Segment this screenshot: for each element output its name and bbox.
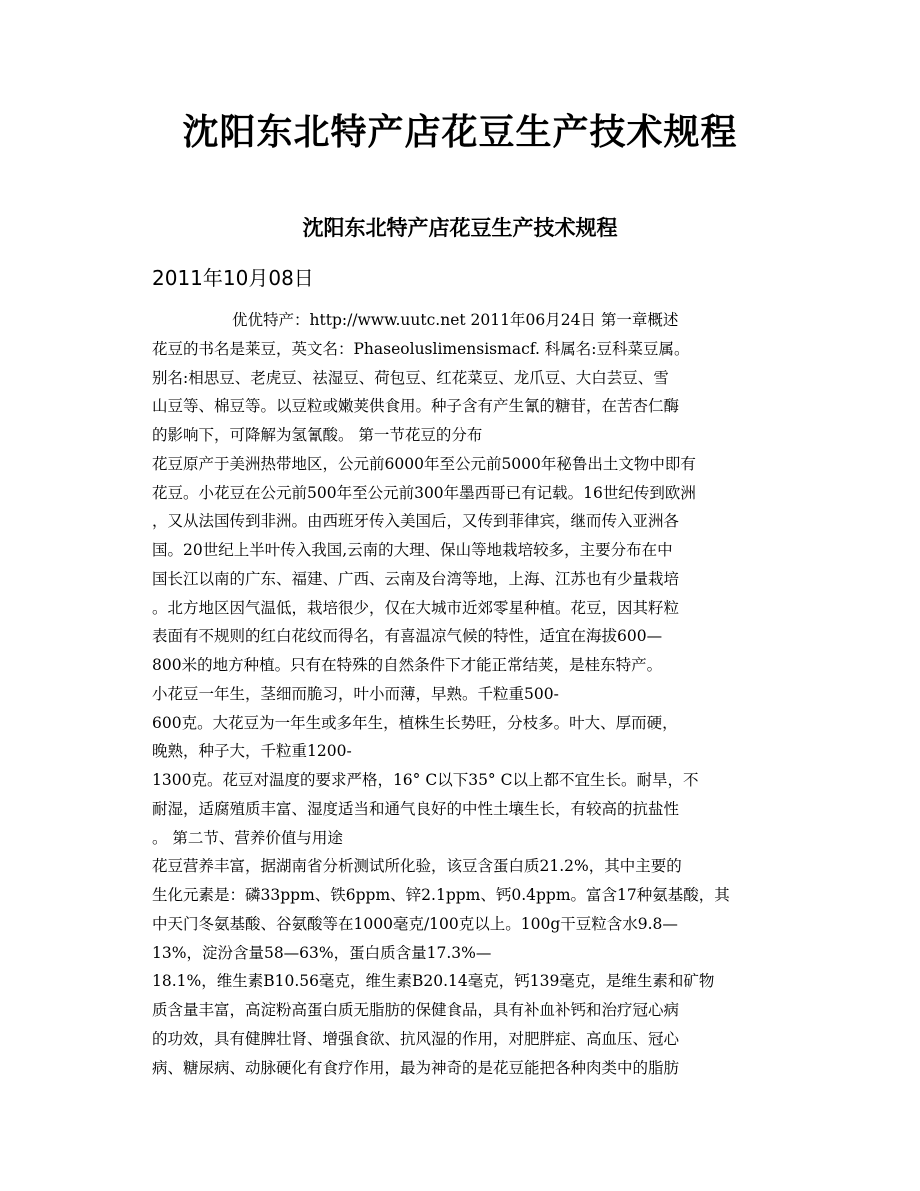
text-line: 国长江以南的广东、福建、广西、云南及台湾等地，上海、江苏也有少量栽培 [152,569,680,588]
text-line: 。北方地区因气温低，栽培很少，仅在大城市近郊零星种植。花豆，因其籽粒 [152,598,680,617]
text-line: 1300克。花豆对温度的要求严格，16° C以下35° C以上都不宜生长。耐旱，不 [152,771,699,789]
text-line: 质含量丰富，高淀粉高蛋白质无脂肪的保健食品，具有补血补钙和治疗冠心病 [152,1001,680,1019]
text-line: 花豆原产于美洲热带地区，公元前6000年至公元前5000年秘鲁出土文物中即有 [152,454,696,473]
text-line: 表面有不规则的红白花纹而得名，有喜温凉气候的特性，适宜在海拔600— [152,627,663,646]
text-line: 优优特产：http://www.uutc.net 2011年06月24日 第一章概述 [232,311,679,329]
text-line: 。 第二节、营养价值与用途 [152,828,343,847]
text-line: 晚熟，种子大，千粒重1200- [152,742,352,761]
page-title: 沈阳东北特产店花豆生产技术规程 [182,111,738,153]
text-line: 小花豆一年生，茎细而脆习，叶小而薄，早熟。千粒重500- [152,684,559,703]
article-date: 2011年10月08日 [152,266,314,290]
text-line: 生化元素是：磷33ppm、铁6ppm、锌2.1ppm、钙0.4ppm。富含17种氨基酸，其 [152,886,730,904]
text-line: 的功效，具有健脾壮肾、增强食欲、抗风湿的作用，对肥胖症、高血压、冠心 [152,1029,680,1048]
text-line: 山豆等、棉豆等。以豆粒或嫩荚供食用。种子含有产生氰的糖苷，在苦杏仁酶 [152,397,680,416]
text-line: 中天门冬氨基酸、谷氨酸等在1000毫克/100克以上。100g干豆粒含水9.8— [152,914,678,933]
text-line: 耐湿，适腐殖质丰富、湿度适当和通气良好的中性土壤生长，有较高的抗盐性 [152,799,680,818]
text-line: 国。20世纪上半叶传入我国,云南的大理、保山等地栽培较多，主要分布在中 [152,541,673,559]
text-line: 花豆的书名是莱豆，英文名：Phaseoluslimensismacf. 科属名:豆科菜豆属。 [152,339,690,358]
text-line: 800米的地方种植。只有在特殊的自然条件下才能正常结荚，是桂东特产。 [152,656,663,674]
text-line: 13%，淀汾含量58—63%，蛋白质含量17.3%— [152,943,492,962]
text-line: ，又从法国传到非洲。由西班牙传入美国后，又传到菲律宾，继而传入亚洲各 [152,512,680,531]
article-title: 沈阳东北特产店花豆生产技术规程 [302,216,618,240]
article-body [152,306,772,1082]
text-line: 花豆。小花豆在公元前500年至公元前300年墨西哥已有记载。16世纪传到欧洲 [152,483,696,502]
text-line: 的影响下，可降解为氢氰酸。 第一节花豆的分布 [152,426,483,444]
text-line: 病、糖尿病、动脉硬化有食疗作用，最为神奇的是花豆能把各种肉类中的脂肪 [152,1058,680,1077]
text-line: 花豆营养丰富，据湖南省分析测试所化验，该豆含蛋白质21.2%，其中主要的 [152,857,682,876]
text-line: 600克。大花豆为一年生或多年生，植株生长势旺，分枝多。叶大、厚而硬， [152,713,678,732]
text-line: 18.1%，维生素B10.56毫克，维生素B20.14毫克，钙139毫克，是维生素和矿物 [152,972,715,991]
text-line: 别名:相思豆、老虎豆、祛湿豆、荷包豆、红花菜豆、龙爪豆、大白芸豆、雪 [152,368,669,387]
